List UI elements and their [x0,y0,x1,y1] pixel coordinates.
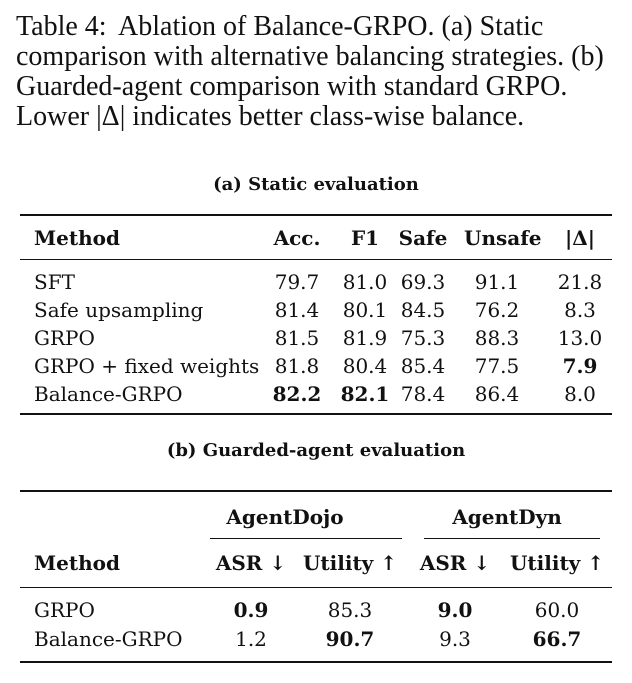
group-agentdyn-rule [424,538,600,539]
table-row [20,268,612,296]
group-agentdyn: AgentDyn [452,505,562,529]
method-cell: Safe upsampling [34,298,204,322]
unsafe-cell: 76.2 [474,298,520,322]
header-acc: Acc. [273,226,321,250]
f1-cell-best: 82.1 [340,382,390,406]
safe-cell: 69.3 [400,270,446,294]
table-a-header-row [20,224,612,252]
header-method: Method [34,226,120,250]
dojo-utility-cell: 85.3 [327,598,373,622]
table-row [20,352,612,380]
table-row [20,324,612,352]
caption-text: Ablation of Balance-GRPO. (a) Static comparison with alternative balancing strategies. (b) Guarded-agent comparison with standard GRPO. Lower |Δ| indicates better class-wise balance. [16,11,604,132]
table-b-header-row [20,549,612,577]
table-b-top-rule [20,490,612,492]
header-delta: |Δ| [564,226,596,250]
dyn-asr-cell: 9.3 [439,627,471,651]
header-f1: F1 [350,226,380,250]
dojo-asr-cell-best: 0.9 [233,598,269,622]
method-cell: SFT [34,270,75,294]
table-row [20,296,612,324]
f1-cell: 81.9 [342,326,388,350]
unsafe-cell: 88.3 [474,326,520,350]
method-cell: Balance-GRPO [34,627,183,651]
acc-cell-best: 82.2 [272,382,322,406]
dyn-asr-cell-best: 9.0 [437,598,473,622]
group-agentdojo: AgentDojo [226,505,344,529]
table-b-mid-rule [20,587,612,588]
acc-cell: 81.8 [274,354,320,378]
dyn-utility-cell: 60.0 [534,598,580,622]
header-unsafe: Unsafe [464,226,542,250]
table-row [20,625,612,653]
unsafe-cell: 77.5 [474,354,520,378]
method-cell: GRPO [34,598,95,622]
dyn-utility-cell-best: 66.7 [532,627,582,651]
acc-cell: 81.4 [274,298,320,322]
delta-cell: 8.3 [564,298,596,322]
table-caption [16,12,620,132]
delta-cell: 21.8 [557,270,603,294]
unsafe-cell: 86.4 [474,382,520,406]
header-safe: Safe [398,226,448,250]
table-row [20,596,612,624]
f1-cell: 80.1 [342,298,388,322]
header-dojo-utility: Utility ↑ [302,551,398,575]
method-cell: GRPO + fixed weights [34,354,260,378]
table-b-title: (b) Guarded-agent evaluation [166,440,466,461]
delta-cell-best: 7.9 [562,354,598,378]
method-cell: Balance-GRPO [34,382,183,406]
delta-cell: 8.0 [564,382,596,406]
header-dyn-utility: Utility ↑ [509,551,605,575]
header-method: Method [34,551,120,575]
unsafe-cell: 91.1 [474,270,520,294]
acc-cell: 81.5 [274,326,320,350]
table-a-title: (a) Static evaluation [213,174,419,195]
safe-cell: 78.4 [400,382,446,406]
f1-cell: 81.0 [342,270,388,294]
acc-cell: 79.7 [274,270,320,294]
caption-label: Table 4: [16,11,107,42]
delta-cell: 13.0 [557,326,603,350]
dojo-utility-cell-best: 90.7 [325,627,375,651]
table-a-top-rule [20,214,612,216]
method-cell: GRPO [34,326,95,350]
safe-cell: 75.3 [400,326,446,350]
header-dyn-asr: ASR ↓ [419,551,491,575]
table-a-mid-rule [20,259,612,260]
group-agentdojo-rule [210,538,402,539]
safe-cell: 85.4 [400,354,446,378]
f1-cell: 80.4 [342,354,388,378]
safe-cell: 84.5 [400,298,446,322]
table-b-bottom-rule [20,661,612,663]
dojo-asr-cell: 1.2 [235,627,267,651]
table-row [20,380,612,408]
table-a-bottom-rule [20,413,612,415]
header-dojo-asr: ASR ↓ [215,551,287,575]
